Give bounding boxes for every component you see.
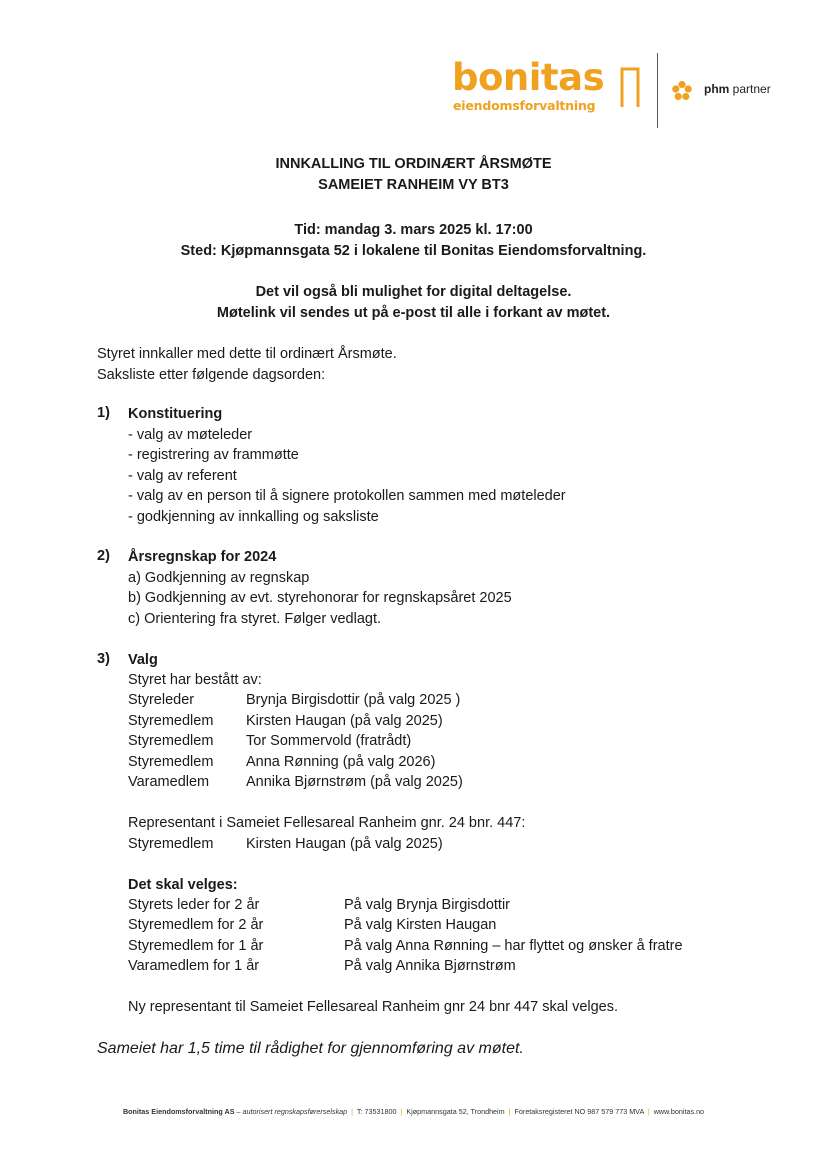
board-member: Kirsten Haugan (på valg 2025) <box>246 713 443 729</box>
meeting-place: Sted: Kjøpmannsgata 52 i lokalene til Bonitas Eiendomsforvaltning. <box>180 243 647 259</box>
section-3-number: 3) <box>97 651 110 667</box>
list-item: - valg av møteleder <box>128 427 253 443</box>
footer-phone: T: 73531800 <box>356 1107 397 1116</box>
flower-icon <box>671 80 693 102</box>
section-3-heading: Valg <box>128 652 158 668</box>
partner-text: partner <box>729 82 771 96</box>
elect-candidate: På valg Annika Bjørnstrøm <box>344 958 516 974</box>
list-item: - godkjenning av innkalling og saksliste <box>128 509 379 525</box>
doc-title-line2: SAMEIET RANHEIM VY BT3 <box>318 177 509 193</box>
board-member: Anna Rønning (på valg 2026) <box>246 754 436 770</box>
phm-partner-logo <box>704 82 771 96</box>
footer-address: Kjøpmannsgata 52, Trondheim <box>406 1107 505 1116</box>
elect-role: Styremedlem for 1 år <box>128 938 264 954</box>
intro-line-2: Saksliste etter følgende dagsorden: <box>97 367 326 383</box>
phm-bold: phm <box>704 82 730 96</box>
board-intro: Styret har bestått av: <box>128 672 262 688</box>
board-role: Styremedlem <box>128 713 214 729</box>
elect-role: Varamedlem for 1 år <box>128 958 260 974</box>
logo-subtitle: eiendomsforvaltning <box>453 98 596 113</box>
digital-note-2: Møtelink vil sendes ut på e-post til alle i forkant av møtet. <box>216 305 611 321</box>
board-role: Styremedlem <box>128 733 214 749</box>
footer-separator: | <box>647 1107 650 1116</box>
representative-name: Kirsten Haugan (på valg 2025) <box>246 836 443 852</box>
board-member: Brynja Birgisdottir (på valg 2025 ) <box>246 692 461 708</box>
footer-separator: | <box>351 1107 354 1116</box>
elect-candidate: På valg Kirsten Haugan <box>344 917 497 933</box>
list-item: - valg av en person til å signere protokollen sammen med møteleder <box>128 488 566 504</box>
doc-title-line1: INNKALLING TIL ORDINÆRT ÅRSMØTE <box>275 156 552 172</box>
footer-tagline: – autorisert regnskapsførerselskap <box>234 1107 348 1116</box>
list-item: - registrering av frammøtte <box>128 447 299 463</box>
closing-note: Sameiet har 1,5 time til rådighet for gjennomføring av møtet. <box>97 1040 524 1057</box>
list-item: c) Orientering fra styret. Følger vedlagt. <box>128 611 382 627</box>
elect-candidate: På valg Anna Rønning – har flyttet og ønsker å fratre <box>344 938 683 954</box>
footer-org-number: Foretaksregisteret NO 987 579 773 MVA <box>514 1107 644 1116</box>
board-role: Styremedlem <box>128 754 214 770</box>
section-2-heading: Årsregnskap for 2024 <box>128 549 277 565</box>
footer-company: Bonitas Eiendomsforvaltning AS <box>122 1107 235 1116</box>
board-member: Annika Bjørnstrøm (på valg 2025) <box>246 774 463 790</box>
footer <box>0 1107 827 1116</box>
representative-intro: Representant i Sameiet Fellesareal Ranheim gnr. 24 bnr. 447: <box>128 815 526 831</box>
footer-separator: | <box>508 1107 511 1116</box>
header-divider <box>657 53 658 128</box>
footer-website[interactable]: www.bonitas.no <box>653 1107 705 1116</box>
board-role: Varamedlem <box>128 774 210 790</box>
elect-candidate: På valg Brynja Birgisdottir <box>344 897 511 913</box>
new-representative-note: Ny representant til Sameiet Fellesareal Ranheim gnr 24 bnr 447 skal velges. <box>128 999 619 1015</box>
digital-note-1: Det vil også bli mulighet for digital deltagelse. <box>255 284 572 300</box>
meeting-time: Tid: mandag 3. mars 2025 kl. 17:00 <box>294 222 533 238</box>
list-item: - valg av referent <box>128 468 237 484</box>
elect-role: Styrets leder for 2 år <box>128 897 260 913</box>
logo-wordmark: bonitas <box>452 56 605 99</box>
section-1-heading: Konstituering <box>128 406 223 422</box>
list-item: b) Godkjenning av evt. styrehonorar for regnskapsåret 2025 <box>128 590 512 606</box>
bonitas-logo <box>452 56 642 118</box>
board-member: Tor Sommervold (fratrådt) <box>246 733 412 749</box>
logo-bracket-icon <box>620 67 640 109</box>
footer-separator: | <box>400 1107 403 1116</box>
elect-heading: Det skal velges: <box>128 877 238 893</box>
section-1-number: 1) <box>97 405 110 421</box>
elect-role: Styremedlem for 2 år <box>128 917 264 933</box>
list-item: a) Godkjenning av regnskap <box>128 570 310 586</box>
intro-line-1: Styret innkaller med dette til ordinært Årsmøte. <box>97 346 397 362</box>
section-2-number: 2) <box>97 548 110 564</box>
board-role: Styreleder <box>128 692 195 708</box>
representative-role: Styremedlem <box>128 836 214 852</box>
